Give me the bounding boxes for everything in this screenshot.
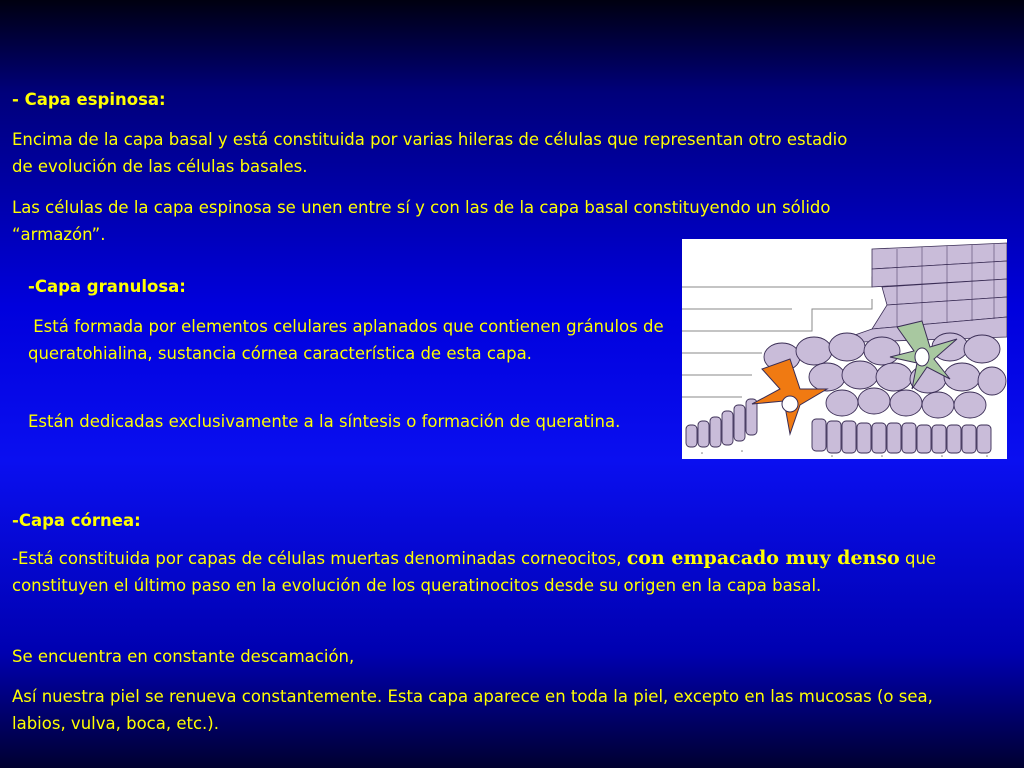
cornea-p1-emphasis: con empacado muy denso bbox=[626, 547, 900, 569]
paragraph-espinosa-2: Las células de la capa espinosa se unen entre sí y con las de la capa basal constituyendo un sólido “armazón”. bbox=[12, 198, 831, 244]
paragraph-cornea-2: Se encuentra en constante descamación, bbox=[12, 647, 355, 666]
cornea-p1-start: -Está constituida por capas de células muertas denominadas corneocitos, bbox=[12, 549, 627, 568]
heading-capa-granulosa: -Capa granulosa: bbox=[28, 277, 186, 296]
paragraph-granulosa-1: Está formada por elementos celulares aplanados que contienen gránulos de queratohialina, sustancia córnea característica de esta capa. bbox=[28, 317, 669, 363]
heading-capa-espinosa: - Capa espinosa: bbox=[12, 90, 166, 109]
heading-capa-cornea: -Capa córnea: bbox=[12, 511, 141, 530]
cornea-p1-end: que constituyen el último paso en la evolución de los queratinocitos desde su origen en la capa basal. bbox=[12, 549, 937, 595]
paragraph-espinosa-1: Encima de la capa basal y está constituida por varias hileras de células que representan otro estadio de evolución de las células basales. bbox=[12, 130, 848, 176]
epidermis-illustration bbox=[682, 239, 1007, 459]
paragraph-granulosa-2: Están dedicadas exclusivamente a la síntesis o formación de queratina. bbox=[28, 412, 621, 431]
epidermis-histology-illustration-icon bbox=[682, 239, 1007, 459]
paragraph-cornea-3: Así nuestra piel se renueva constantemente. Esta capa aparece en toda la piel, excepto en las mucosas (o sea, labios, vulva, boca, etc.). bbox=[12, 687, 933, 733]
paragraph-cornea-1 bbox=[12, 545, 972, 599]
